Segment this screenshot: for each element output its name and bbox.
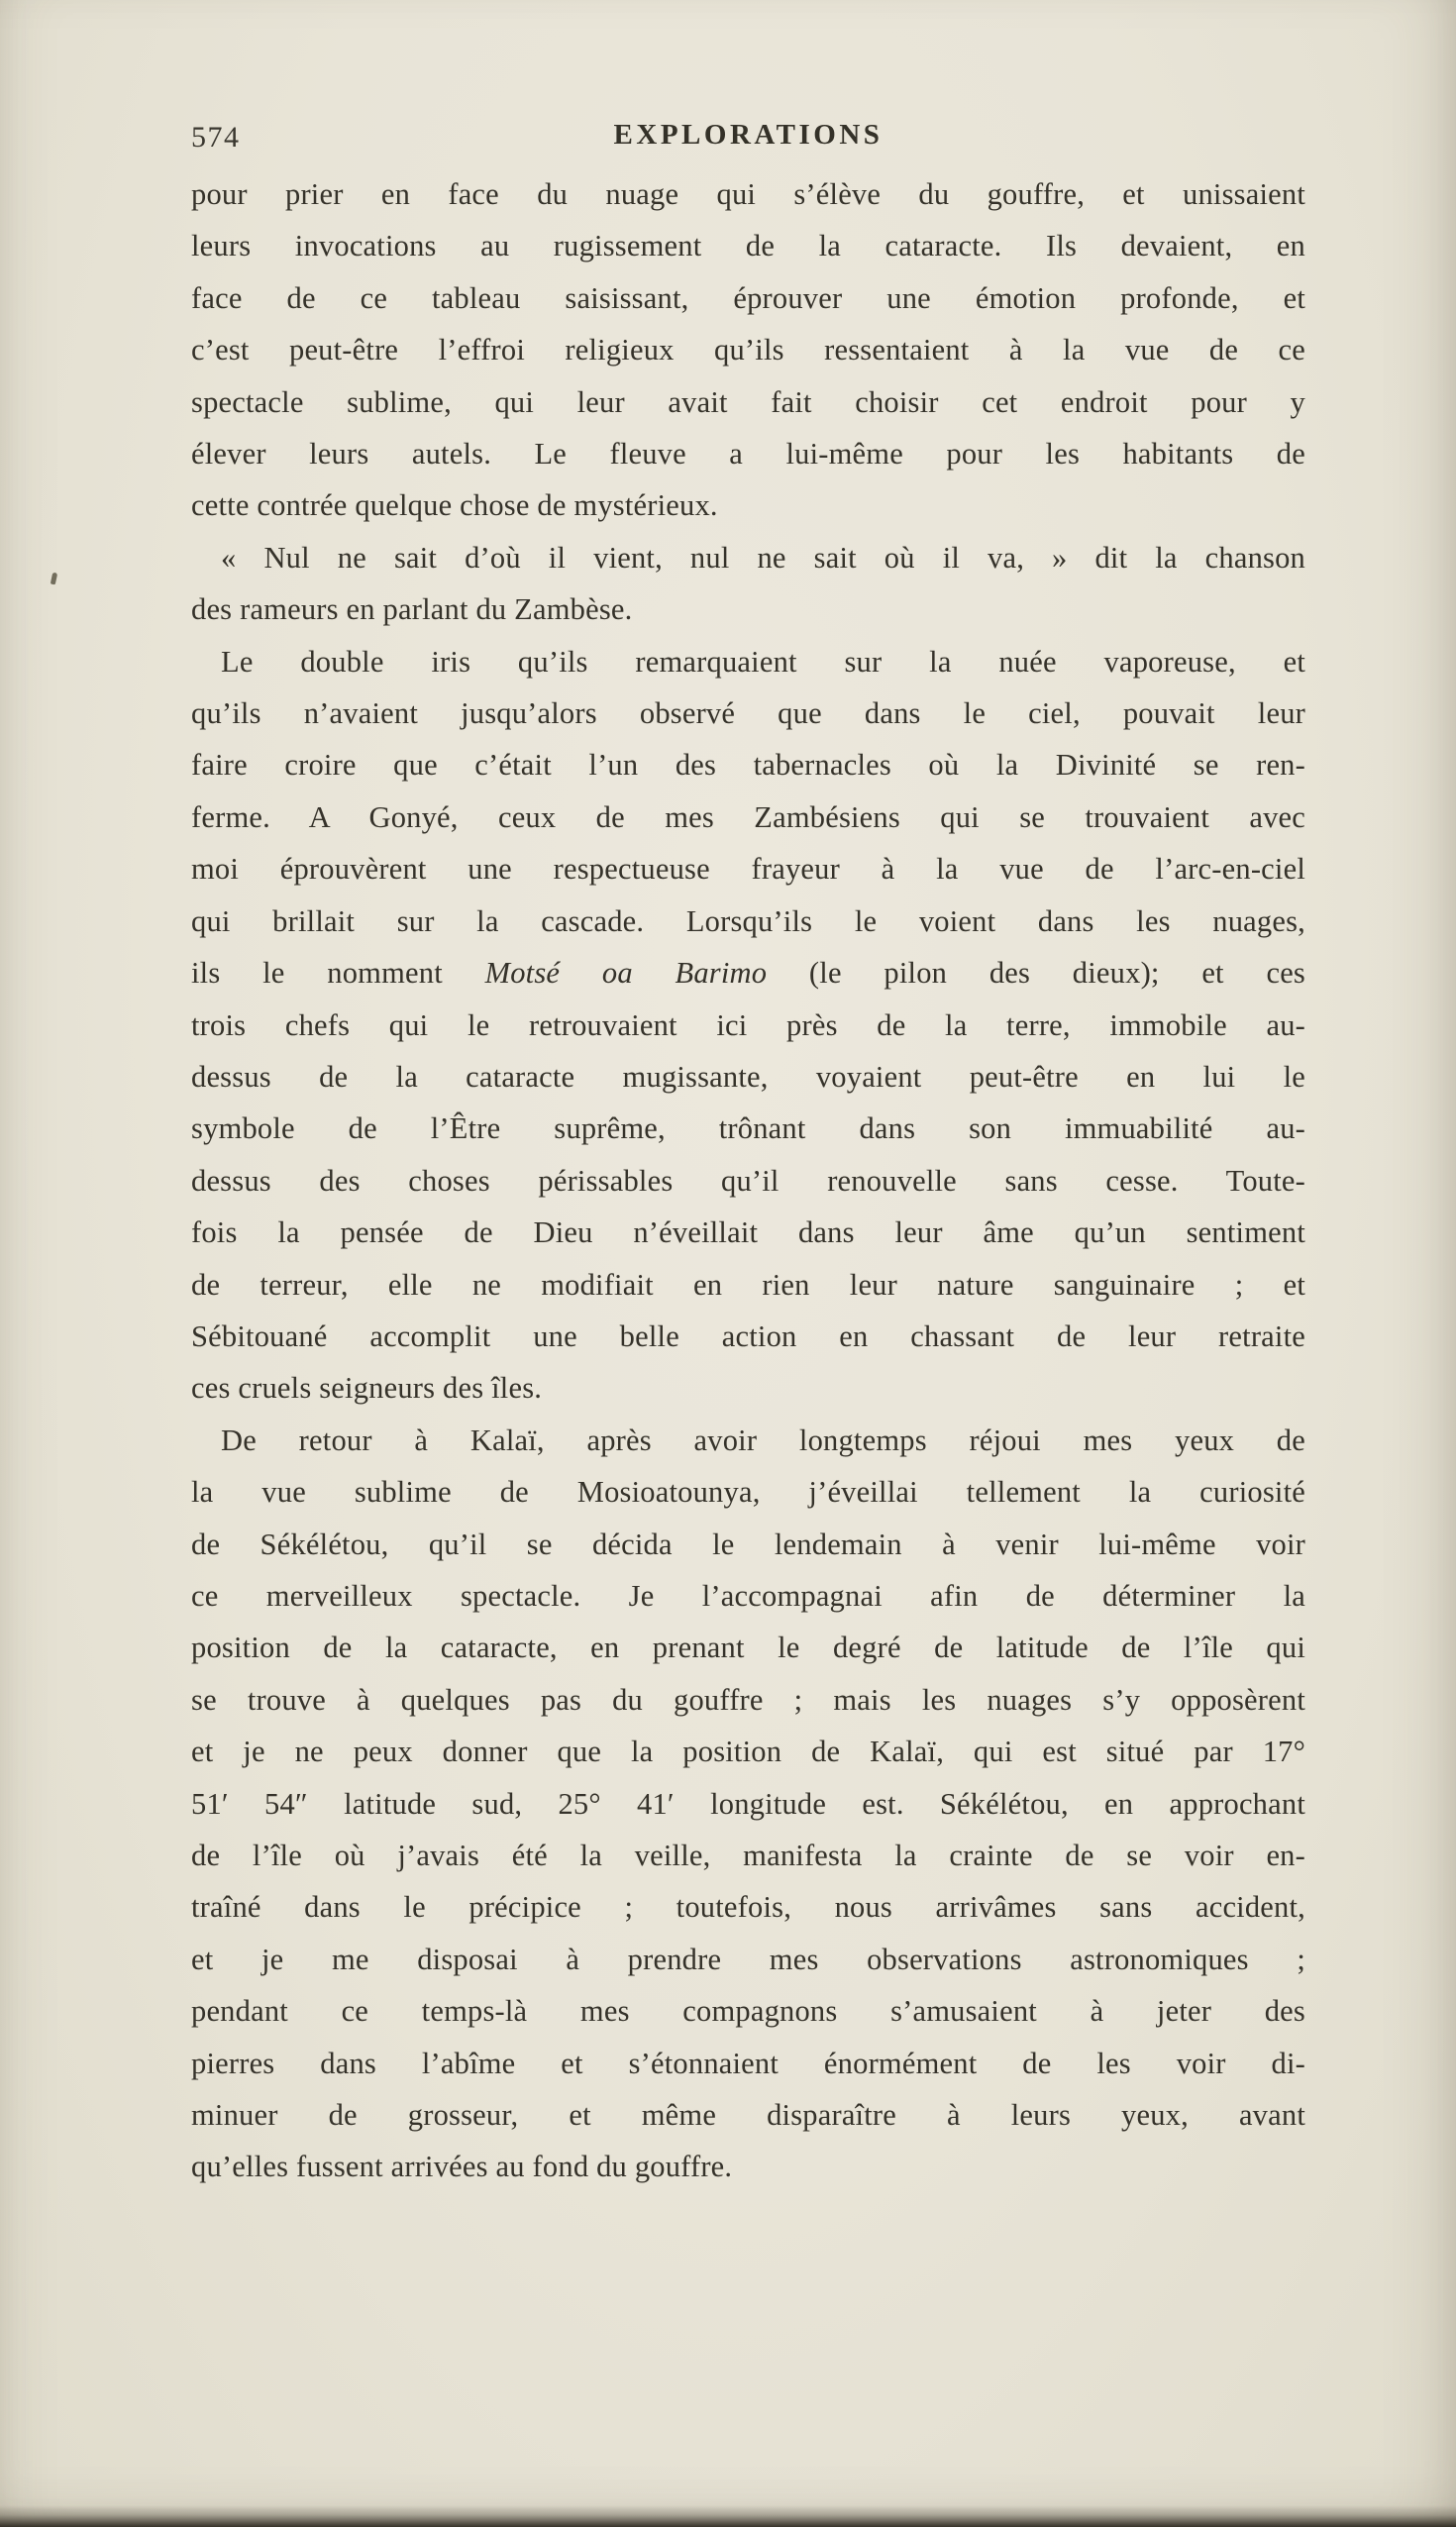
text-line: c’est peut-être l’effroi religieux qu’ils ressentaient à la vue de ce [191, 333, 1305, 368]
text-line: pour prier en face du nuage qui s’élève du gouffre, et unissaient [191, 177, 1305, 211]
text-line: ces cruels seigneurs des îles. [191, 1371, 543, 1406]
text-line: « Nul ne sait d’où il vient, nul ne sait où il va, » dit la chanson [221, 540, 1305, 575]
text-line: minuer de grosseur, et même disparaître à leurs yeux, avant [191, 2098, 1305, 2133]
text-line: symbole de l’Être suprême, trônant dans son immuabilité au- [191, 1111, 1305, 1146]
text-line: trois chefs qui le retrouvaient ici près de la terre, immobile au- [191, 1007, 1305, 1042]
text-line: traîné dans le précipice ; toutefois, nous arrivâmes sans accident, [191, 1890, 1305, 1925]
paragraph [191, 636, 1305, 1415]
text-line: dessus de la cataracte mugissante, voyaient peut-être en lui le [191, 1059, 1305, 1094]
text-line: se trouve à quelques pas du gouffre ; mais les nuages s’y opposèrent [191, 1682, 1305, 1717]
text-line: pendant ce temps-là mes compagnons s’amusaient à jeter des [191, 1994, 1305, 2029]
text-line: moi éprouvèrent une respectueuse frayeur à la vue de l’arc-en-ciel [191, 852, 1305, 887]
text-segment: ils le nomment [191, 956, 485, 991]
text-line: leurs invocations au rugissement de la cataracte. Ils devaient, en [191, 229, 1305, 263]
text-line: de l’île où j’avais été la veille, manifesta la crainte de se voir en- [191, 1839, 1305, 1872]
text-line: 51′ 54″ latitude sud, 25° 41′ longitude est. Sékélétou, en approchant [191, 1786, 1305, 1821]
text-line: et je me disposai à prendre mes observations astronomiques ; [191, 1942, 1305, 1976]
page-header [191, 119, 1305, 158]
text-line: qu’ils n’avaient jusqu’alors observé que dans le ciel, pouvait leur [191, 696, 1305, 731]
scan-speck [51, 573, 57, 585]
text-line: de terreur, elle ne modifiait en rien leur nature sanguinaire ; et [191, 1267, 1305, 1302]
text-line: faire croire que c’était l’un des tabernacles où la Divinité se ren- [191, 748, 1305, 783]
text-line: la vue sublime de Mosioatounya, j’éveillai tellement la curiosité [191, 1475, 1305, 1510]
text-line: cette contrée quelque chose de mystérieux. [191, 488, 718, 523]
text-line: position de la cataracte, en prenant le degré de latitude de l’île qui [191, 1631, 1305, 1665]
running-header: EXPLORATIONS [613, 119, 884, 151]
text-line: spectacle sublime, qui leur avait fait choisir cet endroit pour y [191, 384, 1305, 419]
paragraph [191, 532, 1305, 636]
text-line: de Sékélétou, qu’il se décida le lendemain à venir lui-même voir [191, 1527, 1305, 1561]
text-line: face de ce tableau saisissant, éprouver une émotion profonde, et [191, 280, 1305, 315]
text-line: fois la pensée de Dieu n’éveillait dans leur âme qu’un sentiment [191, 1215, 1305, 1250]
text-line: des rameurs en parlant du Zambèse. [191, 592, 633, 627]
text-line: qui brillait sur la cascade. Lorsqu’ils le voient dans les nuages, [191, 903, 1305, 938]
italic-phrase: Motsé oa Barimo [484, 956, 768, 991]
text-line: ferme. A Gonyé, ceux de mes Zambésiens qui se trouvaient avec [191, 799, 1305, 834]
text-line: ce merveilleux spectacle. Je l’accompagnai afin de déterminer la [191, 1578, 1305, 1613]
text-line: De retour à Kalaï, après avoir longtemps réjoui mes yeux de [221, 1422, 1305, 1457]
paragraph [191, 1415, 1305, 2193]
text-line: qu’elles fussent arrivées au fond du gouffre. [191, 2150, 733, 2184]
text-line [191, 947, 1305, 999]
page-number: 574 [191, 121, 241, 154]
scan-edge-bottom [0, 2505, 1456, 2527]
paragraph [191, 168, 1305, 532]
text-segment: (le pilon des dieux); et ces [767, 956, 1306, 991]
text-line: et je ne peux donner que la position de Kalaï, qui est situé par 17° [191, 1735, 1305, 1769]
text-line: Sébitouané accomplit une belle action en chassant de leur retraite [191, 1318, 1305, 1353]
text-line: dessus des choses périssables qu’il renouvelle sans cesse. Toute- [191, 1163, 1305, 1198]
text-line: élever leurs autels. Le fleuve a lui-même pour les habitants de [191, 437, 1305, 472]
text-line: Le double iris qu’ils remarquaient sur la nuée vaporeuse, et [221, 644, 1305, 679]
text-block [191, 168, 1305, 2193]
text-line: pierres dans l’abîme et s’étonnaient énormément de les voir di- [191, 2046, 1305, 2080]
